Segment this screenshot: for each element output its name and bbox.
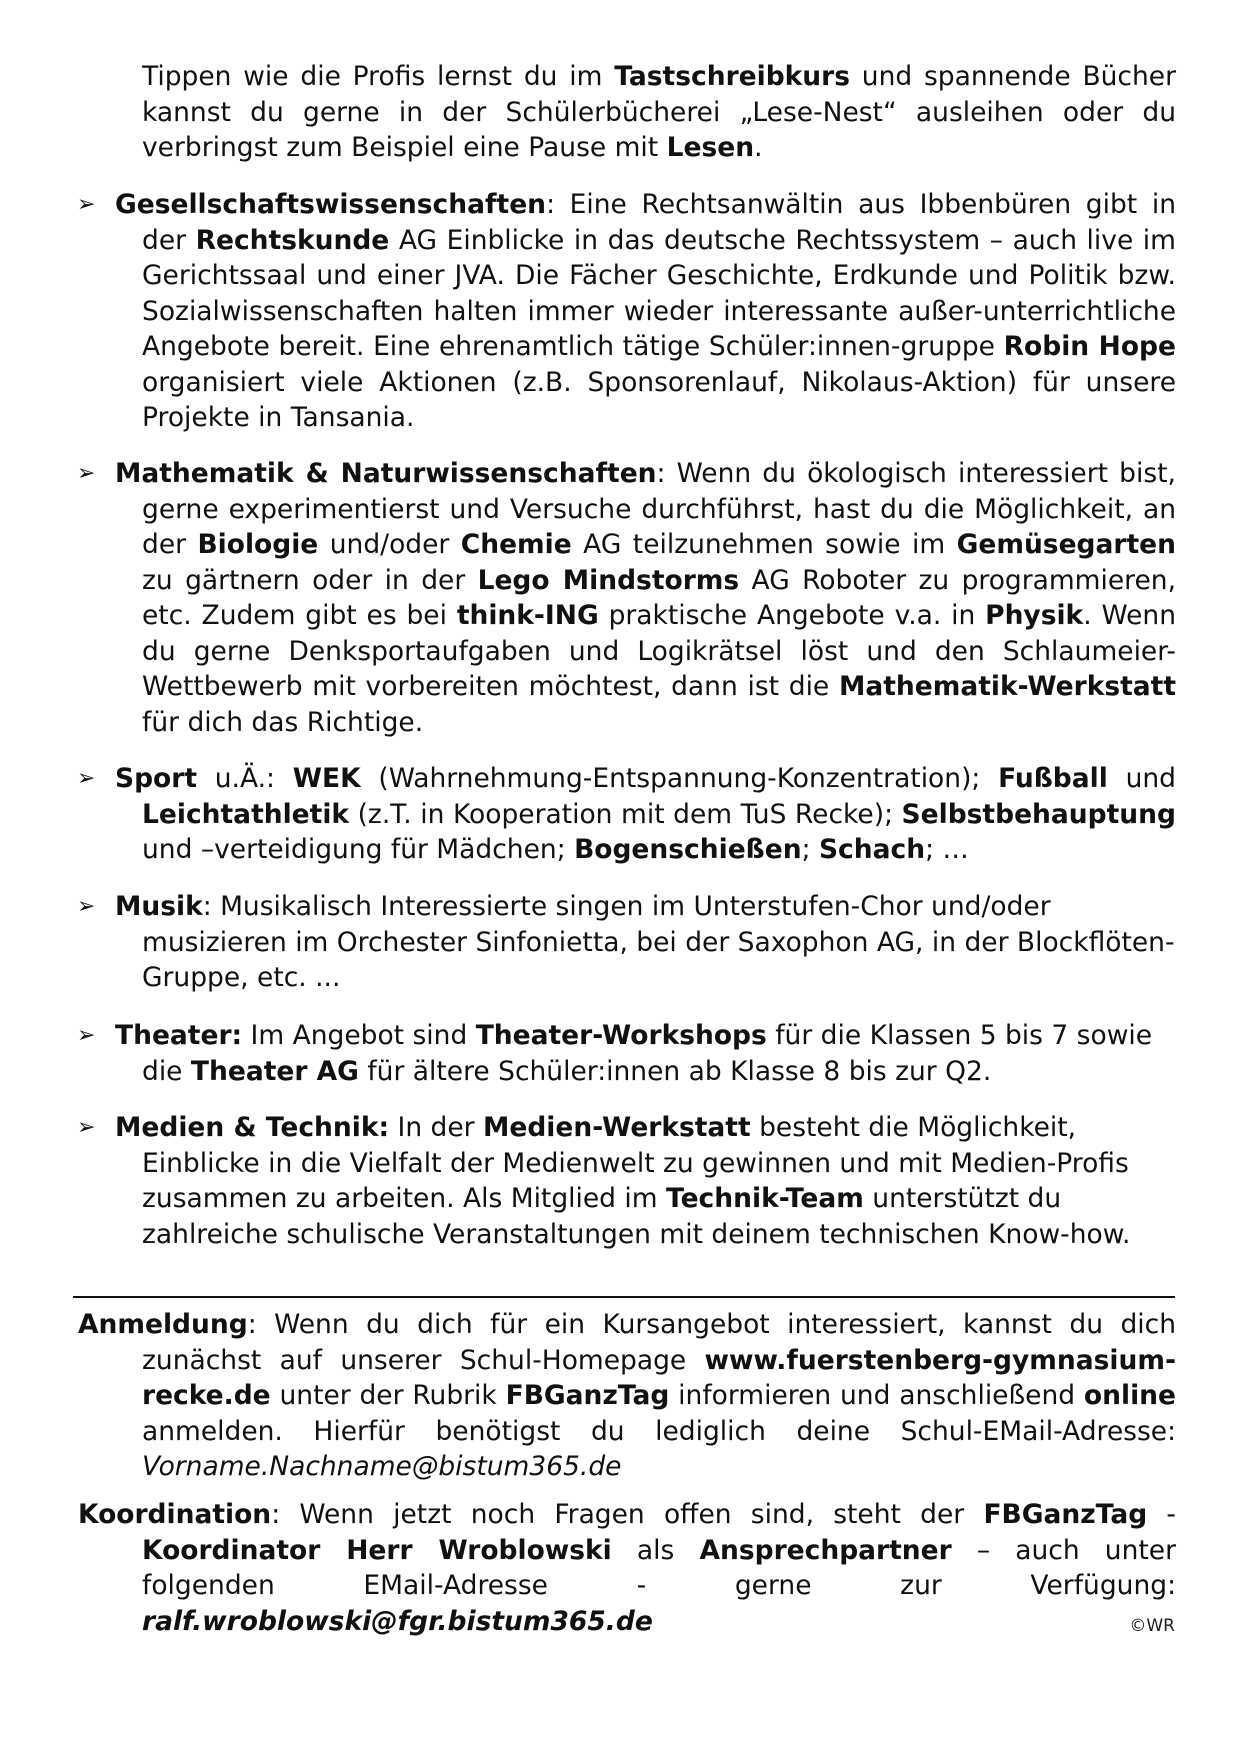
bold-term: Bogenschießen (574, 834, 802, 865)
bullet-musik (77, 889, 1176, 996)
text: (z.T. in Kooperation mit dem TuS Recke); (349, 798, 902, 830)
bold-term: Theater-Workshops (475, 1020, 767, 1051)
text: : Musikalisch Interessierte singen im Unterstufen-Chor und/oder musizieren im Orchester Sinfonietta, bei der Saxophon AG, in der Blockflöten-Gruppe, etc. ... (142, 891, 1175, 993)
bold-term: Physik (985, 600, 1084, 631)
bullet-heading: Medien & Technik: (115, 1112, 390, 1143)
bold-term: FBGanzTag (505, 1380, 670, 1411)
arrow-bullet-icon: ➢ (77, 766, 96, 791)
text: besteht die Möglichkeit, Einblicke in die Vielfalt der Medienwelt zu gewinnen und mit Medien-Profis zusammen zu arbeiten. Als Mitglied im (142, 1112, 1129, 1214)
text: . Wenn du gerne Denksportaufgaben und Logikrätsel löst und den Schlaumeier-Wettbewerb mit vorbereiten möchtest, dann ist die (142, 600, 1177, 702)
note-label: Anmeldung (78, 1309, 248, 1340)
text: : Eine Rechtsanwältin aus Ibbenbüren gibt in der (142, 189, 1176, 256)
bold-term: Leichtathletik (142, 798, 350, 830)
arrow-bullet-icon: ➢ (77, 192, 96, 217)
bold-term: Chemie (460, 529, 572, 560)
bold-term: FBGanzTag (983, 1499, 1148, 1530)
copyright-notice: ©WR (1129, 1616, 1175, 1636)
text: als (611, 1534, 700, 1566)
coordinator-email-link[interactable]: ralf.wroblowski@fgr.bistum365.de (142, 1605, 653, 1637)
text: . (754, 132, 763, 163)
bold-term: Ansprechpartner (699, 1534, 952, 1566)
text: - (1147, 1499, 1176, 1530)
bullet-gesellschaftswissenschaften (77, 187, 1176, 436)
text: und spannende Bücher kannst du gerne in der Schülerbücherei „Lese-Nest“ ausleihen oder du verbringst zum Beispiel eine Pause mit (142, 61, 1176, 163)
text: Tippen wie die Profis lernst du im (142, 61, 615, 92)
bullet-heading: Theater: (115, 1020, 243, 1051)
bullet-sport (77, 761, 1176, 868)
text: praktische Angebote v.a. in (598, 600, 986, 631)
bold-term: Mathematik-Werkstatt (838, 671, 1176, 702)
email-address-template: Vorname.Nachname@bistum365.de (142, 1451, 622, 1482)
text: u.Ä.: (197, 763, 293, 794)
text: und/oder (318, 529, 461, 560)
bold-term: Gemüsegarten (956, 529, 1176, 560)
text: für die Klassen 5 bis 7 sowie die (142, 1020, 1153, 1087)
text: In der (389, 1112, 483, 1143)
bullet-mathematik (77, 456, 1177, 740)
bullet-theater (77, 1018, 1176, 1089)
bold-term: Rechtskunde (195, 224, 390, 256)
text: organisiert viele Aktionen (z.B. Sponsorenlauf, Nikolaus-Aktion) für unsere Projekte in Tansania. (142, 366, 1176, 433)
text: : Wenn du ökologisch interessiert bist, gerne experimentierst und Versuche durchführst, hast du die Möglichkeit, an der (142, 458, 1176, 560)
koordination-paragraph (78, 1497, 1176, 1639)
bold-term: Technik-Team (666, 1183, 864, 1214)
arrow-bullet-icon: ➢ (77, 894, 96, 919)
text: unter der Rubrik (270, 1380, 506, 1411)
bullet-heading: Sport (115, 763, 197, 794)
section-divider (73, 1296, 1175, 1298)
anmeldung-paragraph (78, 1307, 1176, 1485)
text: für dich das Richtige. (142, 706, 424, 738)
text: zu gärtnern oder in der (142, 564, 478, 596)
bullet-heading: Mathematik & Naturwissenschaften (115, 458, 657, 489)
bold-term: Selbstbehauptung (901, 798, 1176, 830)
text: unterstützt du zahlreiche schulische Veranstaltungen mit deinem technischen Know-how. (142, 1183, 1131, 1250)
text: ; (801, 834, 819, 865)
bold-term: Lesen (666, 132, 755, 163)
bold-term: Fußball (998, 763, 1108, 794)
bold-term: Koordinator Herr Wroblowski (142, 1534, 612, 1566)
bold-term: Theater AG (190, 1055, 359, 1087)
intro-paragraph (142, 59, 1176, 166)
text: ; … (925, 834, 969, 865)
arrow-bullet-icon: ➢ (77, 1023, 96, 1048)
text: – auch unter folgenden EMail-Adresse - gerne zur Verfügung: (142, 1534, 1176, 1601)
bullet-heading: Musik (115, 891, 203, 922)
note-label: Koordination (78, 1499, 272, 1530)
text: und (1107, 763, 1176, 794)
bold-term: Biologie (197, 529, 319, 560)
text: für ältere Schüler:innen ab Klasse 8 bis zur Q2. (358, 1055, 992, 1087)
text: informieren und anschließend (669, 1380, 1084, 1411)
bold-term: think-ING (456, 600, 599, 631)
bold-term: online (1083, 1380, 1176, 1411)
bullet-heading: Gesellschaftswissenschaften (115, 189, 547, 220)
bold-term: Robin Hope (1003, 331, 1176, 362)
arrow-bullet-icon: ➢ (77, 461, 96, 486)
text: : Wenn jetzt noch Fragen offen sind, steht der (271, 1499, 984, 1530)
bold-term: WEK (292, 763, 361, 794)
bullet-medien-technik (77, 1110, 1176, 1252)
text: und –verteidigung für Mädchen; (142, 834, 575, 865)
text: AG teilzunehmen sowie im (571, 529, 957, 560)
bold-term: Tastschreibkurs (614, 61, 850, 92)
bold-term: Lego Mindstorms (477, 564, 740, 596)
text: Im Angebot sind (242, 1020, 476, 1051)
text: AG Einblicke in das deutsche Rechtssystem – auch live im Gerichtssaal und einer JVA. Die Fächer Geschichte, Erdkunde und Politik bzw. Sozialwissenschaften halten immer wieder interessante außer-unterrichtliche Angebote bereit. Eine ehrenamtlich tätige Schüler:innen-gruppe (142, 224, 1176, 362)
bold-term: Schach (818, 834, 926, 865)
arrow-bullet-icon: ➢ (77, 1115, 96, 1140)
text: anmelden. Hierfür benötigst du lediglich deine Schul-EMail-Adresse: (142, 1415, 1176, 1447)
text: AG Roboter zu programmieren, etc. Zudem gibt es bei (142, 564, 1176, 631)
bold-term: Medien-Werkstatt (482, 1112, 751, 1143)
text: (Wahrnehmung-Entspannung-Konzentration); (360, 763, 999, 794)
homepage-link[interactable]: www.fuerstenberg-gymnasium-recke.de (142, 1344, 1176, 1411)
text: : Wenn du dich für ein Kursangebot interessiert, kannst du dich zunächst auf unserer Schul-Homepage (142, 1309, 1176, 1376)
